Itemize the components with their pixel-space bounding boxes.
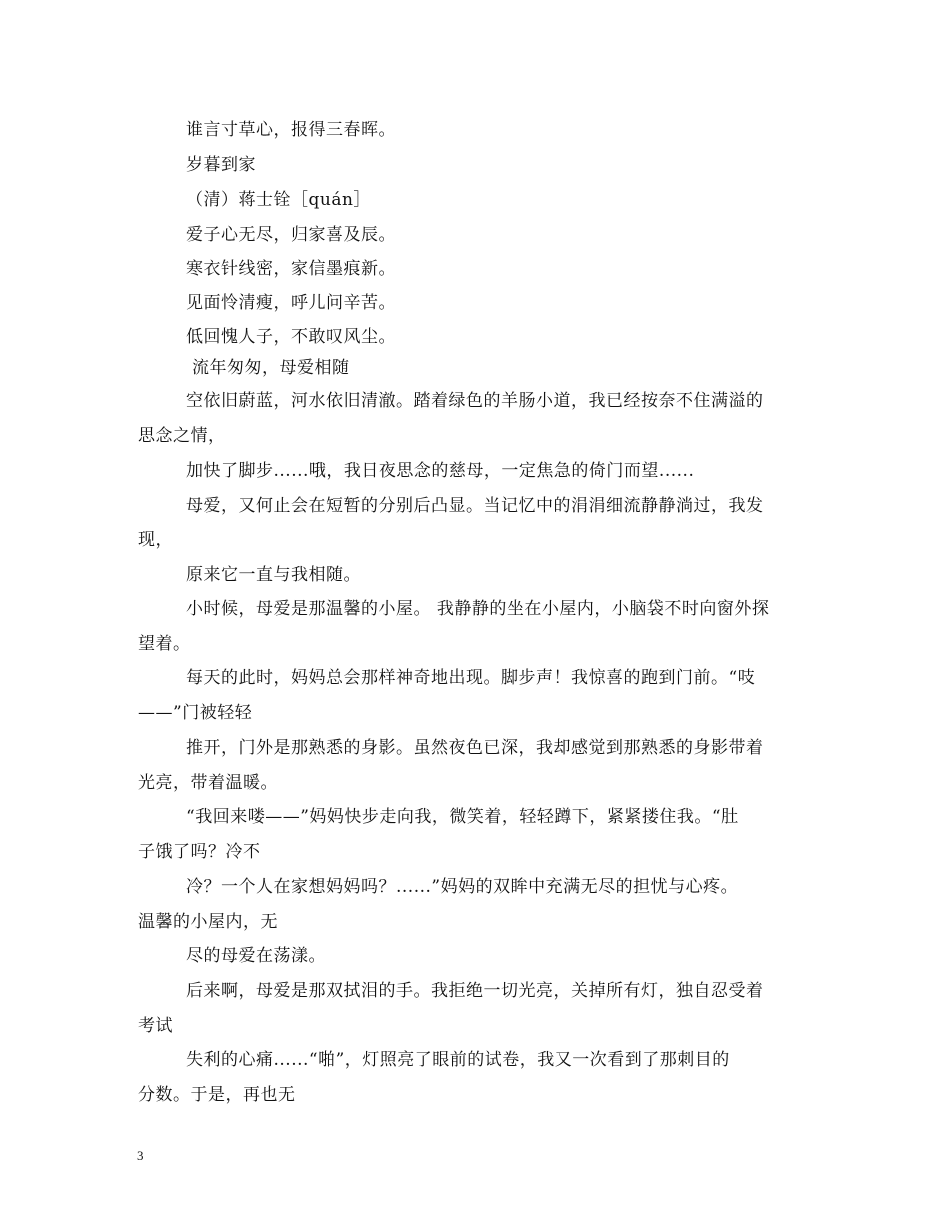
text-line: 现，: [138, 530, 173, 550]
text-line: 岁暮到家: [186, 155, 256, 175]
text-line: 原来它一直与我相随。: [186, 565, 361, 585]
text-line: 寒衣针线密，家信墨痕新。: [186, 259, 396, 279]
page-number: 3: [137, 1148, 144, 1163]
text-line: “我回来喽——”妈妈快步走向我，微笑着，轻轻蹲下，紧紧搂住我。“肚: [186, 807, 739, 827]
text-line: （清）蒋士铨［quán］: [186, 190, 371, 210]
text-line: 思念之情，: [138, 426, 226, 446]
text-line: ——”门被轻轻: [138, 703, 253, 723]
text-line: 谁言寸草心，报得三春晖。: [186, 120, 396, 140]
text-line: 推开，门外是那熟悉的身影。虽然夜色已深，我却感觉到那熟悉的身影带着: [186, 738, 764, 758]
text-line: 光亮，带着温暖。: [138, 773, 278, 793]
text-line: 小时候，母爱是那温馨的小屋。 我静静的坐在小屋内，小脑袋不时向窗外探: [186, 599, 770, 619]
text-line: 后来啊，母爱是那双拭泪的手。我拒绝一切光亮，关掉所有灯，独自忍受着: [186, 981, 764, 1001]
text-line: 母爱，又何止会在短暂的分别后凸显。当记忆中的涓涓细流静静淌过，我发: [186, 496, 764, 516]
text-line: 每天的此时，妈妈总会那样神奇地出现。脚步声！我惊喜的跑到门前。“吱: [186, 668, 756, 688]
text-line: 子饿了吗？冷不: [138, 842, 261, 862]
text-line: 爱子心无尽，归家喜及辰。: [186, 225, 396, 245]
text-line: 冷？一个人在家想妈妈吗？......”妈妈的双眸中充满无尽的担忧与心疼。: [186, 877, 739, 897]
text-line: 见面怜清瘦，呼儿问辛苦。: [186, 293, 396, 313]
text-line: 低回愧人子，不敢叹风尘。: [186, 327, 396, 347]
section-heading: 流年匆匆，母爱相随: [192, 358, 350, 378]
text-line: 考试: [138, 1016, 173, 1036]
text-line: 失利的心痛......“啪”，灯照亮了眼前的试卷，我又一次看到了那刺目的: [186, 1050, 730, 1070]
text-line: 加快了脚步......哦，我日夜思念的慈母，一定焦急的倚门而望......: [186, 461, 695, 481]
text-line: 分数。于是，再也无: [138, 1085, 296, 1105]
text-line: 尽的母爱在荡漾。: [186, 946, 326, 966]
text-line: 望着。: [138, 634, 191, 654]
text-line: 空依旧蔚蓝，河水依旧清澈。踏着绿色的羊肠小道，我已经按奈不住满溢的: [186, 391, 764, 411]
text-line: 温馨的小屋内，无: [138, 912, 278, 932]
